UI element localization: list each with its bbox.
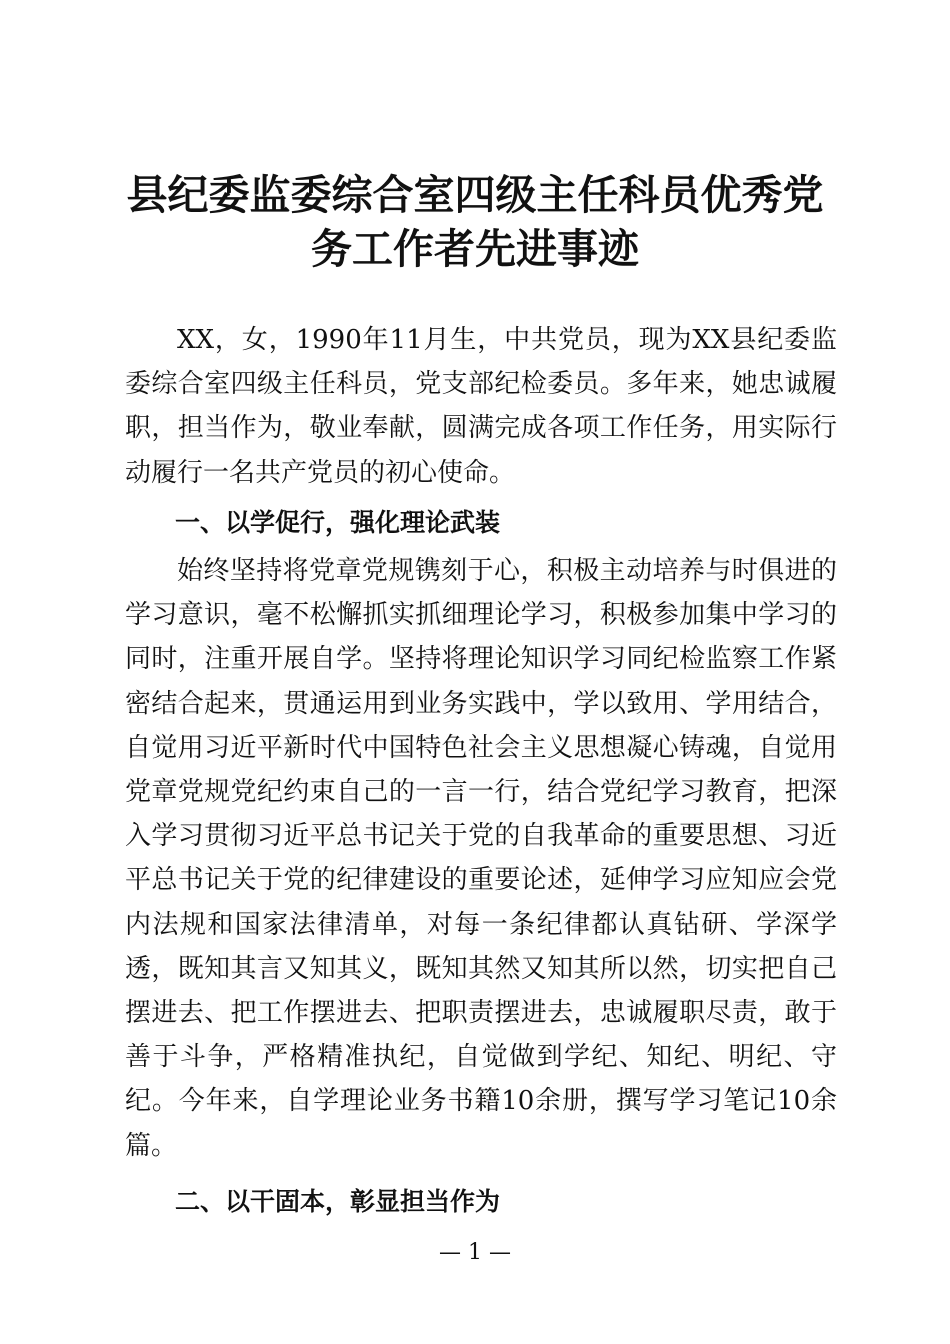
document-title <box>110 168 840 276</box>
document-body <box>125 318 837 1228</box>
section-1-heading: 一、以学促行，强化理论武装 <box>175 507 501 537</box>
title-line-1: 县纪委监委综合室四级主任科员优秀党 <box>126 171 824 219</box>
section-2-heading: 二、以干固本，彰显担当作为 <box>175 1186 501 1216</box>
section-1-paragraph: 始终坚持将党章党规镌刻于心，积极主动培养与时俱进的学习意识，毫不松懈抓实抓细理论学习，积极参加集中学习的同时，注重开展自学。坚持将理论知识学习同纪检监察工作紧密结合起来，贯通运用到业务实践中，学以致用、学用结合，自觉用习近平新时代中国特色社会主义思想凝心铸魂，自觉用党章党规党纪约束自己的一言一行，结合党纪学习教育，把深入学习贯彻习近平总书记关于党的自我革命的重要思想、习近平总书记关于党的纪律建设的重要论述，延伸学习应知应会党内法规和国家法律清单，对每一条纪律都认真钻研、学深学透，既知其言又知其义，既知其然又知其所以然，切实把自己摆进去、把工作摆进去、把职责摆进去，忠诚履职尽责，敢于善于斗争，严格精准执纪，自觉做到学纪、知纪、明纪、守纪。今年来，自学理论业务书籍10余册，撰写学习笔记10余篇。 <box>125 556 837 1161</box>
page-number: — 1 — <box>439 1240 511 1265</box>
intro-paragraph: XX，女，1990年11月生，中共党员，现为XX县纪委监委综合室四级主任科员，党支部纪检委员。多年来，她忠诚履职，担当作为，敬业奉献，圆满完成各项工作任务，用实际行动履行一名共产党员的初心使命。 <box>125 325 837 488</box>
title-line-2: 务工作者先进事迹 <box>311 225 639 273</box>
